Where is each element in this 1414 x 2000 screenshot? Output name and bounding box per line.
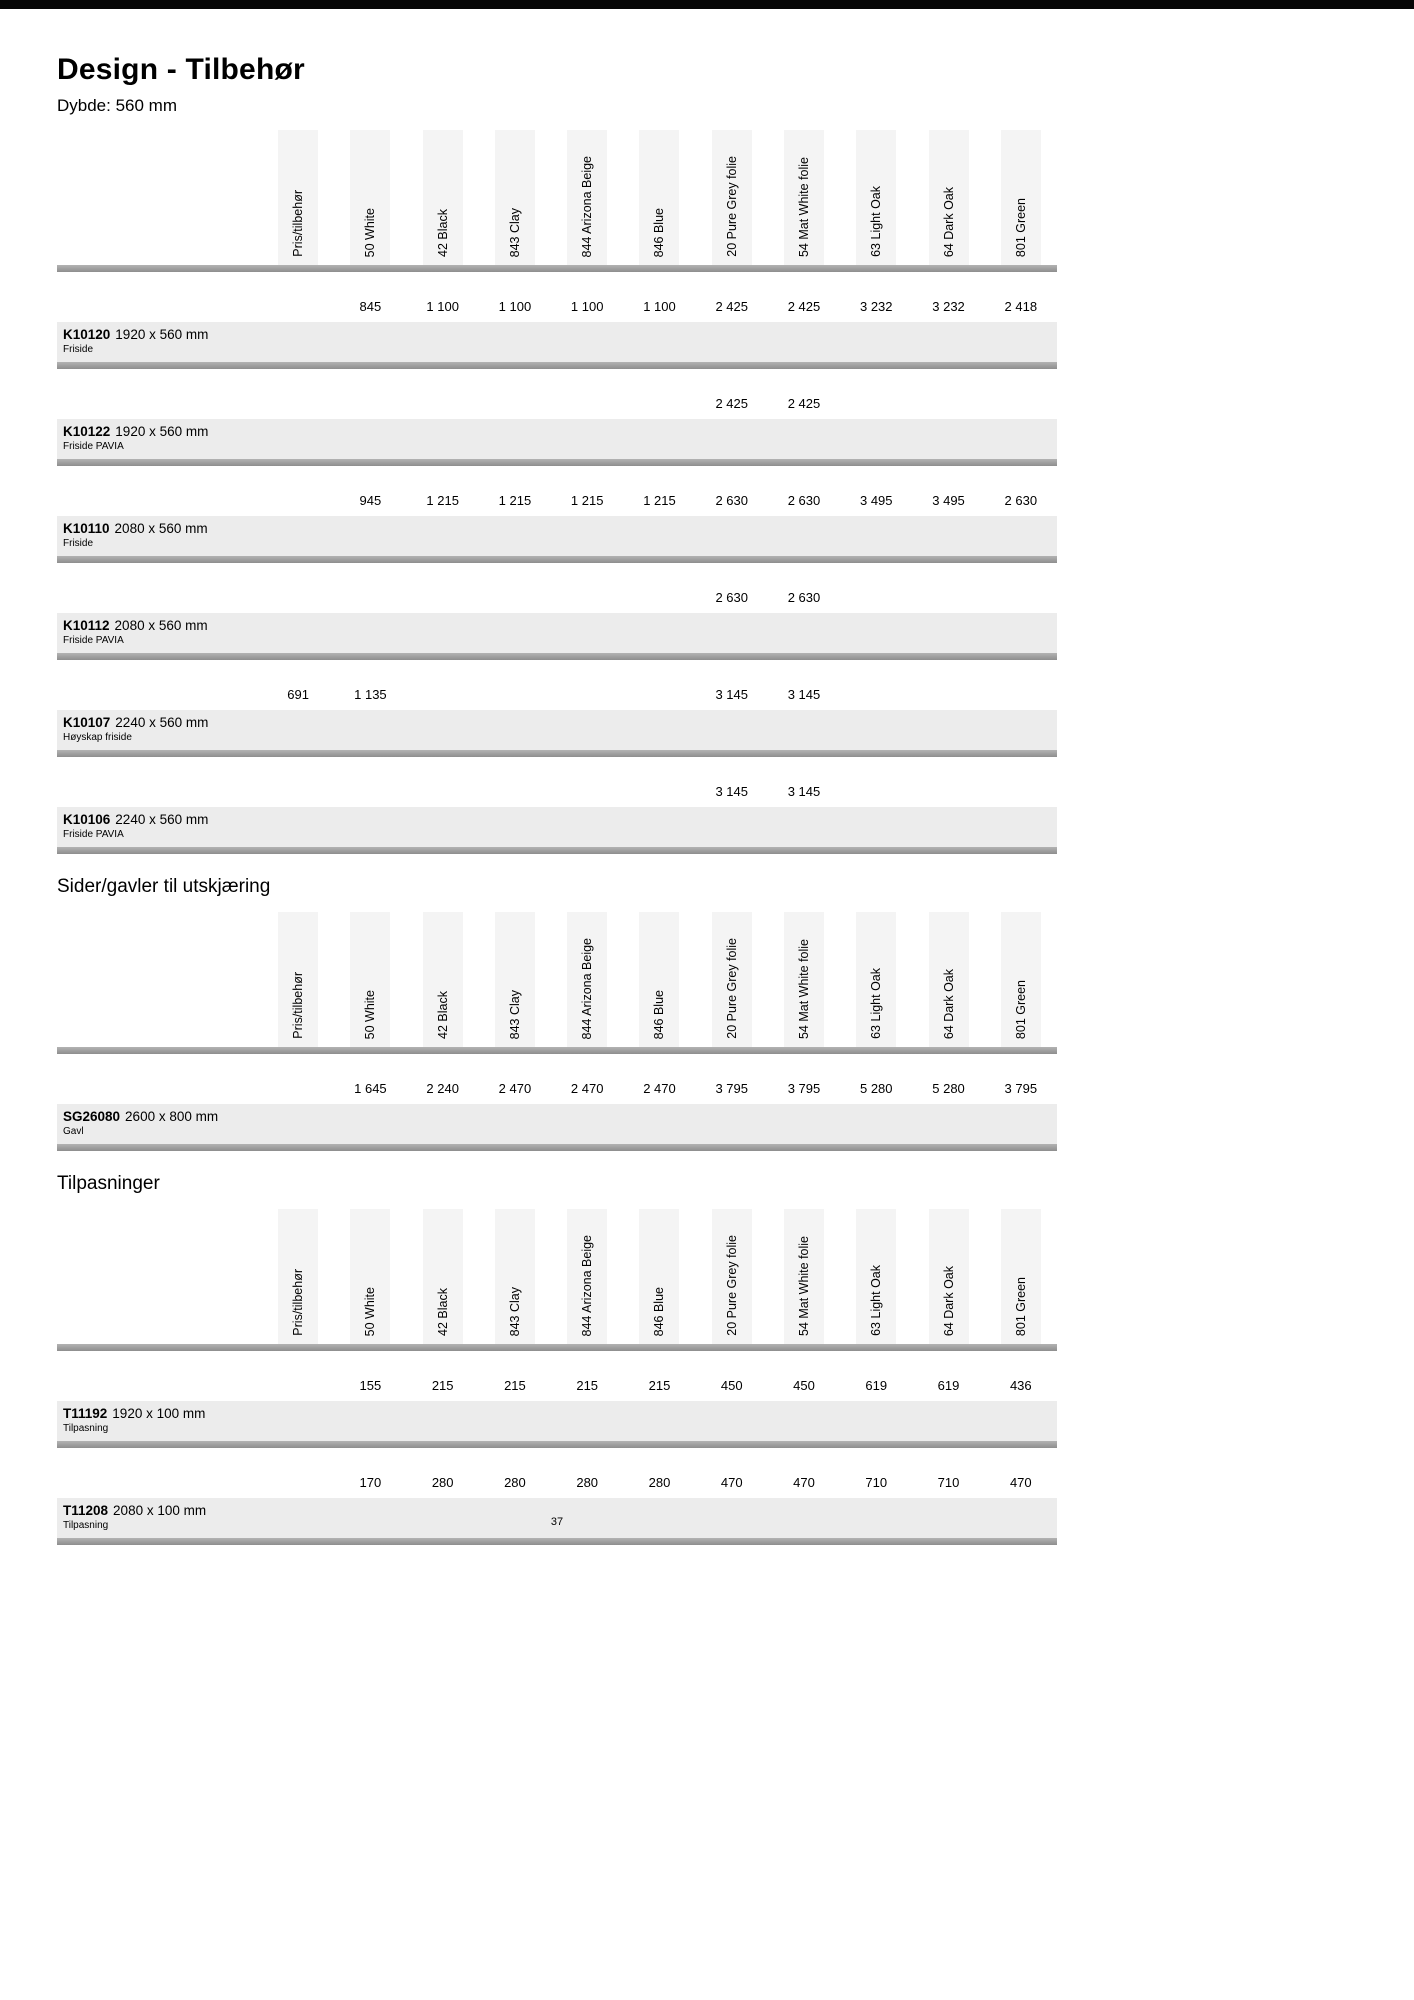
separator-bar: [57, 362, 1057, 369]
column-header-label: 63 Light Oak: [869, 186, 884, 257]
price-cell: 710: [937, 1475, 960, 1490]
price-cell: 280: [431, 1475, 454, 1490]
header-col: [551, 1209, 623, 1344]
column-header-label: 846 Blue: [652, 207, 667, 257]
price-cell: 3 795: [787, 1081, 821, 1096]
column-header-label: 843 Clay: [507, 207, 522, 257]
price-cell: 280: [648, 1475, 671, 1490]
product-description: Friside PAVIA: [63, 441, 124, 452]
product-description: Friside PAVIA: [63, 635, 124, 646]
header-col: [407, 130, 479, 265]
column-header-box: [278, 1209, 318, 1344]
column-header-box: [1001, 1209, 1041, 1344]
price-cell: 5 280: [932, 1081, 965, 1096]
header-col: [840, 912, 912, 1047]
product-row: [57, 1104, 1057, 1144]
product-description: Tilpasning: [63, 1423, 109, 1434]
column-header-box: [784, 912, 824, 1047]
price-row: [57, 563, 1057, 613]
column-header-box: [567, 1209, 607, 1344]
column-header-band: [57, 1209, 1057, 1344]
product-row: [57, 419, 1057, 459]
price-cell: 945: [359, 493, 382, 508]
header-col: [334, 912, 406, 1047]
price-cell: 5 280: [859, 1081, 893, 1096]
section-heading: Tilpasninger: [57, 1173, 160, 1194]
product-title: [63, 1406, 1057, 1422]
product-description: Friside: [63, 538, 94, 549]
column-header-label: 50 White: [363, 989, 378, 1039]
product-row: [57, 322, 1057, 362]
header-col: [334, 1209, 406, 1344]
product-code: SG26080: [63, 1109, 121, 1124]
column-header-box: [929, 912, 969, 1047]
column-header-label: 50 White: [363, 207, 378, 257]
column-header-box: [712, 912, 752, 1047]
column-header-box: [1001, 912, 1041, 1047]
separator-bar: [57, 1441, 1057, 1448]
price-row: [57, 1054, 1057, 1104]
column-header-label: 844 Arizona Beige: [580, 155, 595, 257]
header-col: [768, 1209, 840, 1344]
price-cell: 450: [720, 1378, 743, 1393]
column-header-label: 63 Light Oak: [869, 968, 884, 1039]
price-cell: 2 470: [570, 1081, 604, 1096]
price-cell: 2 425: [787, 299, 821, 314]
column-header-box: [639, 912, 679, 1047]
header-col: [696, 1209, 768, 1344]
price-cell: 1 100: [426, 299, 459, 314]
column-header-label: 64 Dark Oak: [941, 186, 956, 257]
product-dimensions: 2080 x 100 mm: [113, 1503, 207, 1518]
price-cell: 691: [287, 687, 309, 702]
price-cell: 215: [648, 1378, 671, 1393]
header-col: [262, 912, 334, 1047]
separator-bar: [57, 750, 1057, 757]
price-cell: 2 425: [715, 299, 748, 314]
column-header-box: [423, 1209, 463, 1344]
header-col: [623, 912, 695, 1047]
product-row: [57, 516, 1057, 556]
column-header-label: Pris/tilbehør: [291, 190, 306, 257]
price-cell: 619: [937, 1378, 960, 1393]
product-code: K10122: [63, 424, 111, 439]
column-header-label: 50 White: [363, 1286, 378, 1336]
header-col: [696, 130, 768, 265]
column-header-label: 20 Pure Grey folie: [724, 938, 739, 1039]
price-cell: 3 795: [1004, 1081, 1038, 1096]
column-header-label: 54 Mat White folie: [796, 1235, 811, 1336]
header-col: [912, 1209, 984, 1344]
separator-bar: [57, 653, 1057, 660]
price-section: [57, 876, 1057, 1151]
price-cell: 470: [720, 1475, 743, 1490]
price-cell: 710: [865, 1475, 888, 1490]
column-header-box: [278, 912, 318, 1047]
column-header-label: 64 Dark Oak: [941, 1265, 956, 1336]
price-cell: 170: [359, 1475, 382, 1490]
column-header-label: 42 Black: [435, 991, 450, 1039]
column-header-label: 846 Blue: [652, 989, 667, 1039]
header-col: [407, 1209, 479, 1344]
header-col: [985, 912, 1057, 1047]
header-col: [623, 130, 695, 265]
column-header-box: [350, 912, 390, 1047]
column-header-box: [856, 912, 896, 1047]
price-row: [57, 660, 1057, 710]
price-cell: 2 470: [498, 1081, 532, 1096]
column-header-label: 63 Light Oak: [869, 1265, 884, 1336]
header-col: [262, 130, 334, 265]
product-dimensions: 1920 x 560 mm: [115, 424, 209, 439]
separator-bar: [57, 1344, 1057, 1351]
product-title: [63, 521, 1057, 537]
header-col: [262, 1209, 334, 1344]
column-header-box: [929, 1209, 969, 1344]
price-cell: 3 145: [787, 687, 821, 702]
price-cell: 2 470: [643, 1081, 676, 1096]
price-cell: 436: [1009, 1378, 1032, 1393]
product-title: [63, 812, 1057, 828]
product-description: Friside PAVIA: [63, 829, 124, 840]
price-row: [57, 1351, 1057, 1401]
header-col: [479, 912, 551, 1047]
price-row: [57, 757, 1057, 807]
product-description: Tilpasning: [63, 1520, 109, 1531]
header-col: [407, 912, 479, 1047]
product-title: [63, 618, 1057, 634]
header-col: [551, 130, 623, 265]
header-col: [768, 912, 840, 1047]
product-description: Friside: [63, 344, 94, 355]
column-header-label: 843 Clay: [507, 989, 522, 1039]
product-dimensions: 2240 x 560 mm: [115, 812, 209, 827]
price-row: [57, 272, 1057, 322]
product-row: [57, 1401, 1057, 1441]
column-header-box: [567, 130, 607, 265]
product-dimensions: 2080 x 560 mm: [114, 618, 208, 633]
product-code: K10107: [63, 715, 111, 730]
price-cell: 2 425: [787, 396, 821, 411]
price-cell: 2 418: [1004, 299, 1038, 314]
separator-bar: [57, 1047, 1057, 1054]
product-code: T11208: [63, 1503, 109, 1518]
product-title: [63, 715, 1057, 731]
column-header-box: [1001, 130, 1041, 265]
price-cell: 280: [504, 1475, 526, 1490]
price-cell: 2 630: [715, 493, 748, 508]
header-col: [912, 130, 984, 265]
product-dimensions: 1920 x 560 mm: [115, 327, 209, 342]
header-col: [840, 1209, 912, 1344]
column-header-label: 54 Mat White folie: [796, 156, 811, 257]
column-header-box: [423, 130, 463, 265]
price-cell: 2 630: [715, 590, 748, 605]
price-cell: 280: [576, 1475, 599, 1490]
header-col: [696, 912, 768, 1047]
price-cell: 470: [793, 1475, 815, 1490]
page-title: Design - Tilbehør: [57, 53, 305, 86]
price-section: [57, 1173, 1057, 1545]
column-header-label: 20 Pure Grey folie: [724, 156, 739, 257]
price-cell: 1 215: [498, 493, 532, 508]
header-col: [334, 130, 406, 265]
column-header-label: 844 Arizona Beige: [580, 937, 595, 1039]
header-spacer: [57, 130, 262, 265]
price-row: [57, 369, 1057, 419]
price-cell: 3 145: [787, 784, 821, 799]
price-cell: 2 240: [426, 1081, 459, 1096]
price-cell: 215: [431, 1378, 454, 1393]
product-code: K10120: [63, 327, 111, 342]
column-header-label: 42 Black: [435, 209, 450, 257]
product-dimensions: 1920 x 100 mm: [112, 1406, 206, 1421]
product-code: K10110: [63, 521, 110, 536]
price-cell: 1 645: [354, 1081, 387, 1096]
product-title: [63, 327, 1057, 343]
column-header-box: [350, 130, 390, 265]
product-description: Gavl: [63, 1126, 84, 1137]
column-header-box: [784, 130, 824, 265]
column-header-label: 846 Blue: [652, 1286, 667, 1336]
column-header-box: [350, 1209, 390, 1344]
price-cell: 1 100: [643, 299, 676, 314]
price-cell: 1 215: [426, 493, 459, 508]
price-cell: 2 630: [787, 493, 821, 508]
separator-bar: [57, 556, 1057, 563]
product-title: [63, 1109, 1057, 1125]
header-spacer: [57, 1209, 262, 1344]
price-cell: 3 232: [859, 299, 893, 314]
price-cell: 470: [1009, 1475, 1032, 1490]
product-dimensions: 2240 x 560 mm: [115, 715, 209, 730]
price-cell: 1 135: [354, 687, 387, 702]
header-col: [479, 1209, 551, 1344]
page-subtitle: Dybde: 560 mm: [57, 96, 177, 115]
product-row: [57, 710, 1057, 750]
column-header-box: [639, 1209, 679, 1344]
column-header-label: 42 Black: [435, 1288, 450, 1336]
column-header-box: [495, 130, 535, 265]
column-header-box: [495, 1209, 535, 1344]
price-cell: 1 215: [570, 493, 604, 508]
price-cell: 619: [865, 1378, 888, 1393]
column-header-box: [856, 130, 896, 265]
column-header-box: [639, 130, 679, 265]
header-col: [768, 130, 840, 265]
product-dimensions: 2600 x 800 mm: [125, 1109, 219, 1124]
column-header-label: 54 Mat White folie: [796, 938, 811, 1039]
price-cell: 2 630: [787, 590, 821, 605]
price-cell: 3 145: [715, 687, 748, 702]
price-cell: 1 100: [498, 299, 532, 314]
column-header-box: [712, 1209, 752, 1344]
column-header-label: Pris/tilbehør: [291, 972, 306, 1039]
separator-bar: [57, 459, 1057, 466]
separator-bar: [57, 1144, 1057, 1151]
column-header-box: [423, 912, 463, 1047]
column-header-label: 844 Arizona Beige: [580, 1234, 595, 1336]
price-cell: 450: [793, 1378, 815, 1393]
price-row: [57, 466, 1057, 516]
column-header-label: 20 Pure Grey folie: [724, 1235, 739, 1336]
header-col: [551, 912, 623, 1047]
header-col: [840, 130, 912, 265]
column-header-box: [278, 130, 318, 265]
product-code: K10106: [63, 812, 111, 827]
column-header-box: [784, 1209, 824, 1344]
price-cell: 1 100: [570, 299, 604, 314]
header-col: [623, 1209, 695, 1344]
price-section: [57, 130, 1057, 854]
price-cell: 2 630: [1004, 493, 1038, 508]
column-header-band: [57, 130, 1057, 265]
product-code: K10112: [63, 618, 110, 633]
price-cell: 215: [504, 1378, 526, 1393]
separator-bar: [57, 847, 1057, 854]
column-header-band: [57, 912, 1057, 1047]
header-col: [985, 130, 1057, 265]
page-content: [57, 9, 1057, 1545]
price-cell: 2 425: [715, 396, 748, 411]
column-header-label: 801 Green: [1013, 197, 1028, 257]
price-cell: 845: [359, 299, 382, 314]
column-header-label: 801 Green: [1013, 1276, 1028, 1336]
header-col: [985, 1209, 1057, 1344]
price-cell: 3 145: [715, 784, 748, 799]
price-cell: 3 795: [715, 1081, 748, 1096]
price-cell: 3 495: [932, 493, 965, 508]
product-description: Høyskap friside: [63, 732, 132, 743]
price-row: [57, 1448, 1057, 1498]
price-cell: 215: [576, 1378, 599, 1393]
header-spacer: [57, 912, 262, 1047]
price-cell: 155: [359, 1378, 382, 1393]
product-title: [63, 424, 1057, 440]
page-number: 37: [550, 1516, 564, 1528]
column-header-box: [567, 912, 607, 1047]
column-header-box: [495, 912, 535, 1047]
price-tables: [57, 130, 1057, 1545]
column-header-box: [712, 130, 752, 265]
column-header-label: 64 Dark Oak: [941, 968, 956, 1039]
product-row: [57, 807, 1057, 847]
separator-bar: [57, 1538, 1057, 1545]
product-code: T11192: [63, 1406, 108, 1421]
column-header-label: 843 Clay: [507, 1286, 522, 1336]
header-col: [479, 130, 551, 265]
column-header-box: [856, 1209, 896, 1344]
price-cell: 3 232: [932, 299, 965, 314]
column-header-label: Pris/tilbehør: [291, 1269, 306, 1336]
column-header-label: 801 Green: [1013, 979, 1028, 1039]
header-col: [912, 912, 984, 1047]
product-row: [57, 613, 1057, 653]
section-heading: Sider/gavler til utskjæring: [57, 876, 271, 897]
column-header-box: [929, 130, 969, 265]
price-cell: 3 495: [859, 493, 893, 508]
top-black-bar: [0, 0, 1414, 9]
price-cell: 1 215: [643, 493, 676, 508]
separator-bar: [57, 265, 1057, 272]
product-dimensions: 2080 x 560 mm: [114, 521, 208, 536]
